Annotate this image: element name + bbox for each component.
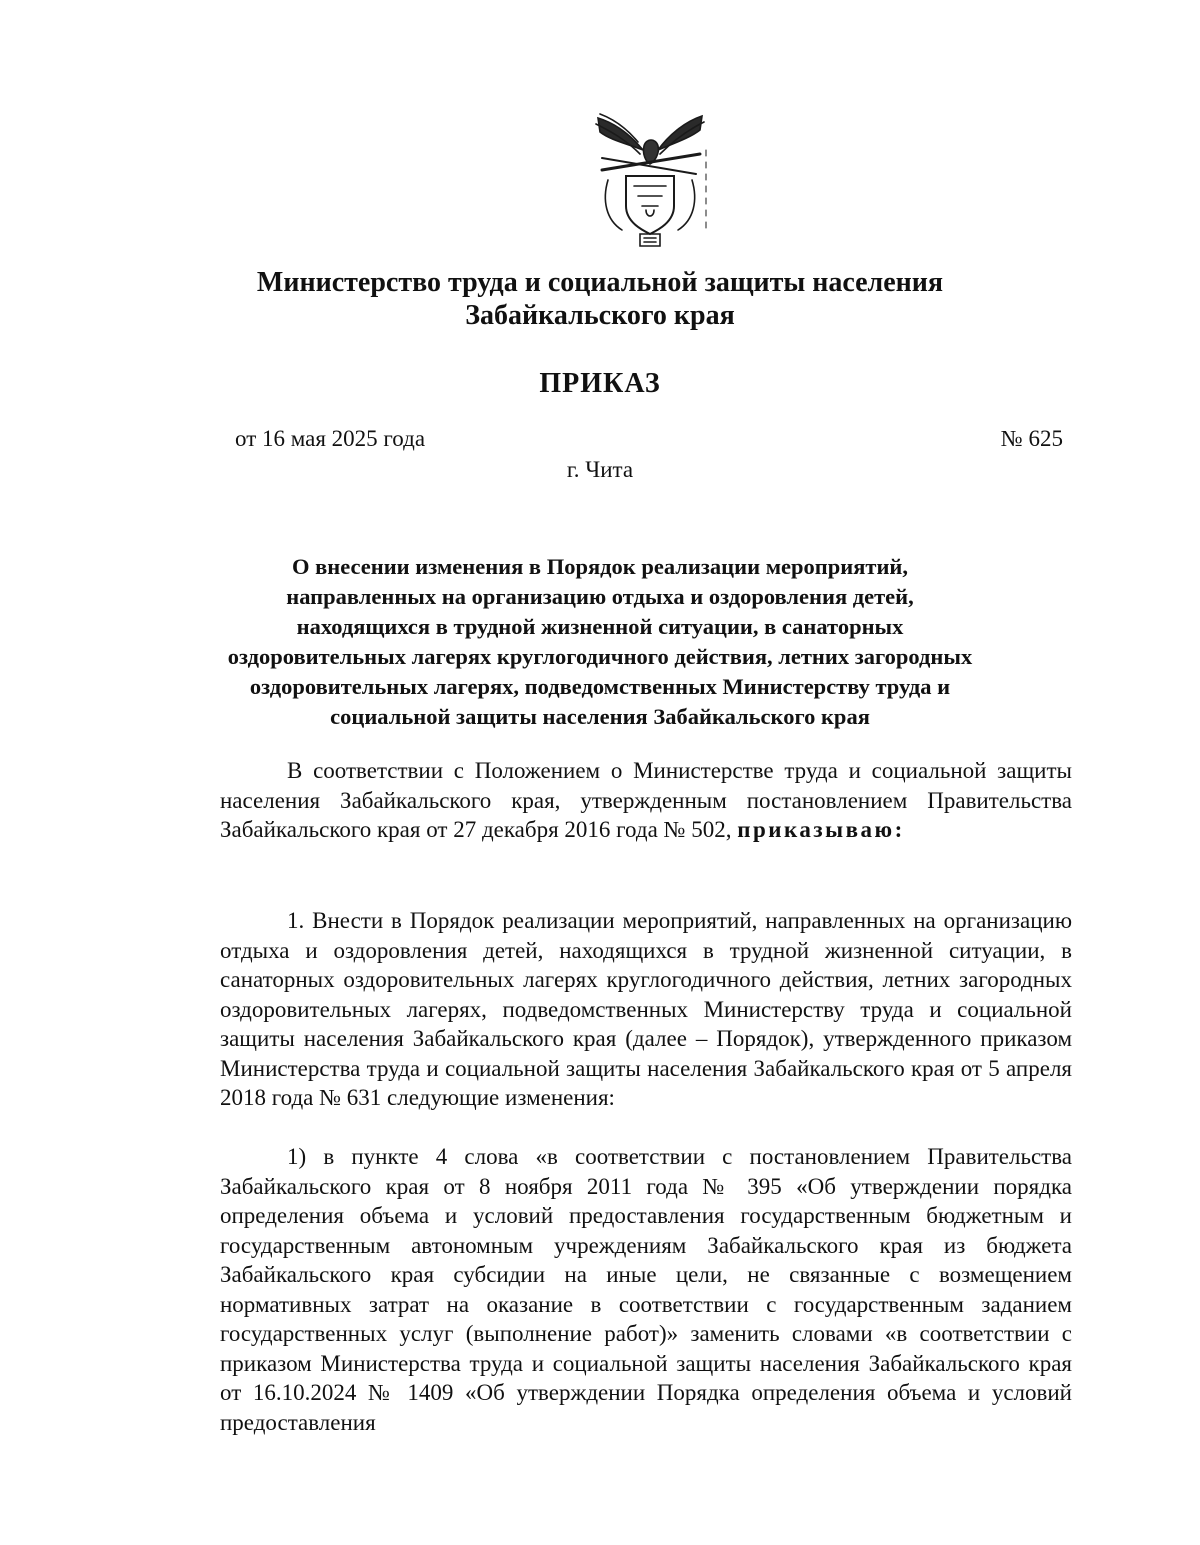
ministry-name-line2: Забайкальского края <box>465 300 735 331</box>
document-number: № 625 <box>1000 426 1063 451</box>
ministry-name <box>150 266 1050 332</box>
document-city: г. Чита <box>566 457 634 482</box>
subject-line: О внесении изменения в Порядок реализации мероприятий, <box>291 554 908 579</box>
document-type-title: ПРИКАЗ <box>539 368 661 399</box>
item-1-text: 1. Внести в Порядок реализации мероприятий, направленных на организацию отдыха и оздоровления детей, находящихся в трудной жизненной ситуации, в санаторных оздоровительных лагерях круглогодичного действия, летних загородных оздоровительных лагерях, подведомственных Министерству труда и социальной защиты населения Забайкальского края (далее – Порядок), утвержденного приказом Министерства труда и социальной защиты населения Забайкальского края от 5 апреля 2018 года № 631 следующие изменения: <box>220 908 1072 1110</box>
subitem-1-text: 1) в пункте 4 слова «в соответствии с постановлением Правительства Забайкальского края от 8 ноября 2011 года № 395 «Об утверждении порядка определения объема и условий предоставления государственным бюджетным и государственным автономным учреждениям Забайкальского края из бюджета Забайкальского края субсидии на иные цели, не связанные с возмещением нормативных затрат на оказание в соответствии с государственным заданием государственных услуг (выполнение работ)» заменить словами «в соответствии с приказом Министерства труда и социальной защиты населения Забайкальского края от 16.10.2024 № 1409 «Об утверждении Порядка определения объема и условий предоставления <box>220 1144 1072 1435</box>
preamble-action: приказываю: <box>737 817 905 842</box>
document-date: от 16 мая 2025 года <box>235 426 426 451</box>
subject-line: направленных на организацию отдыха и оздоровления детей, <box>286 584 914 609</box>
subject-line: оздоровительных лагерях круглогодичного действия, летних загородных <box>227 644 973 669</box>
subject-line: оздоровительных лагерях, подведомственных Министерству труда и <box>249 674 951 699</box>
subitem-1-paragraph <box>220 1142 1072 1437</box>
preamble-text: В соответствии с Положением о Министерстве труда и социальной защиты населения Забайкальского края, утвержденным постановлением Правительства Забайкальского края от 27 декабря 2016 года № 502, <box>220 758 1072 842</box>
ministry-name-line1: Министерство труда и социальной защиты населения <box>256 267 944 298</box>
preamble-paragraph <box>220 756 1072 845</box>
item-1-paragraph <box>220 906 1072 1113</box>
subject-line: находящихся в трудной жизненной ситуации, в санаторных <box>296 614 904 639</box>
subject-line: социальной защиты населения Забайкальского края <box>330 704 870 729</box>
coat-of-arms-emblem <box>588 110 712 250</box>
document-subject <box>150 552 1050 732</box>
